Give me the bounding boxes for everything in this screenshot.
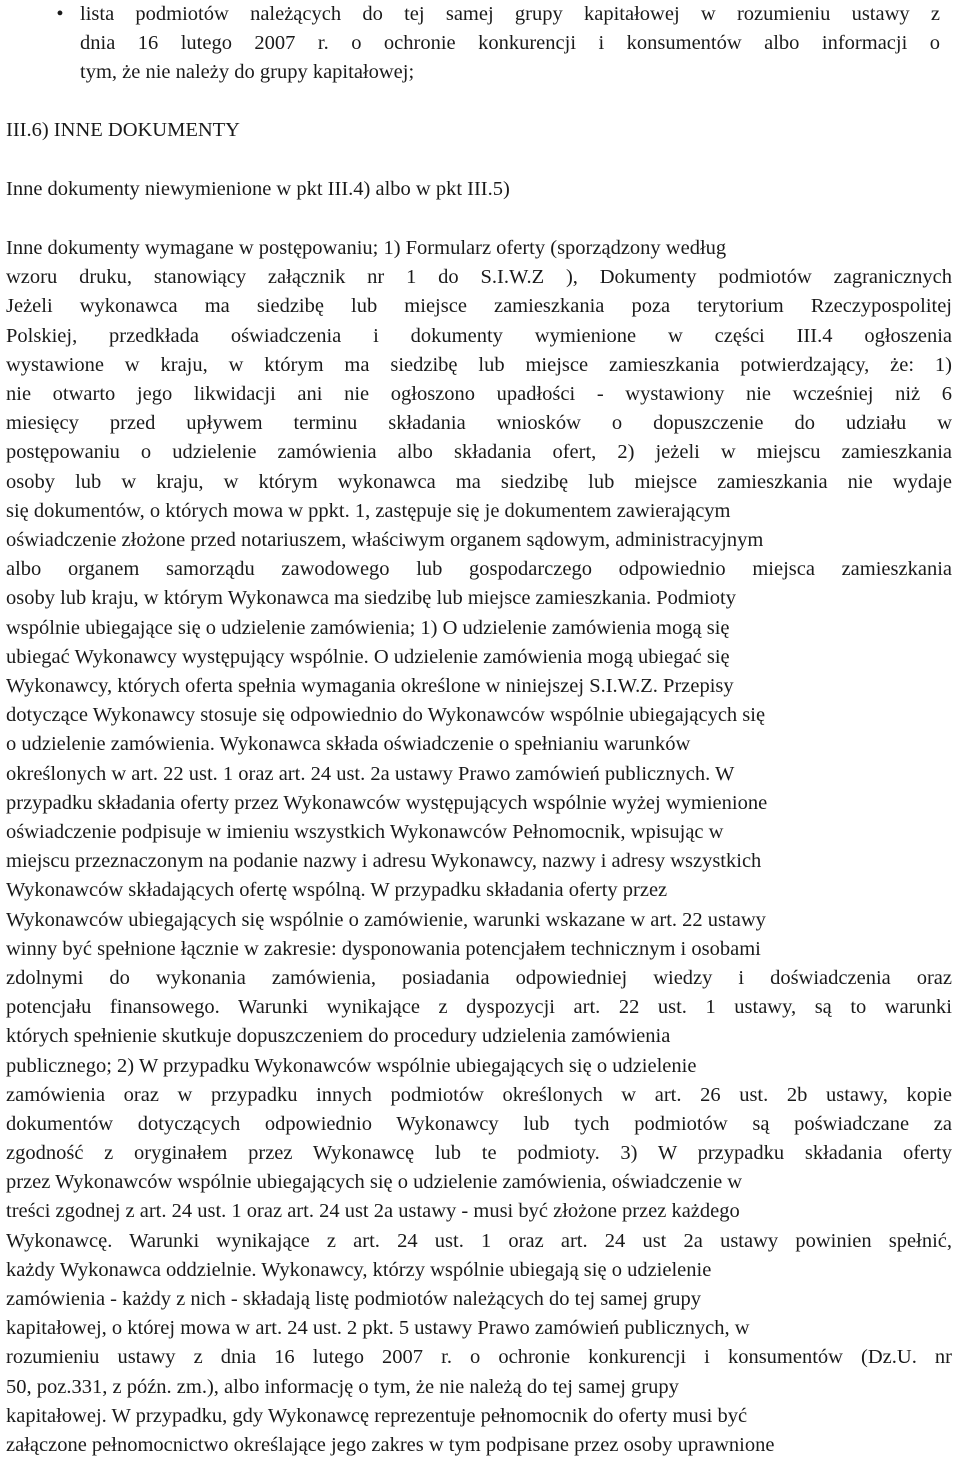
body-line: wzoru druku, stanowiący załącznik nr 1 do S.I.W.Z ), Dokumenty podmiotów zagranicznych (6, 266, 952, 289)
body-line: Wykonawców ubiegających się wspólnie o zamówienie, warunki wskazane w art. 22 ustawy (6, 908, 766, 931)
body-line: przez Wykonawców wspólnie ubiegających się o udzielenie zamówienia, oświadczenie w (6, 1171, 743, 1194)
body-line: rozumieniu ustawy z dnia 16 lutego 2007 r. o ochronie konkurencji i konsumentów (Dz.U. nr (6, 1346, 952, 1369)
body-line: osoby lub kraju, w którym Wykonawca ma siedzibę lub miejsce zamieszkania. Podmioty (6, 587, 736, 610)
bullet-line: lista podmiotów należących do tej samej grupy kapitałowej w rozumieniu ustawy z (80, 3, 940, 25)
body-line: winny być spełnione łącznie w zakresie: dysponowania potencjałem technicznym i osobami (6, 937, 761, 960)
section-heading: III.6) INNE DOKUMENTY (6, 119, 240, 141)
body-line: kapitałowej, o której mowa w art. 24 ust. 2 pkt. 5 ustawy Prawo zamówień publicznych, w (6, 1317, 750, 1340)
body-paragraph (6, 234, 952, 1460)
bullet-line: dnia 16 lutego 2007 r. o ochronie konkurencji i konsumentów albo informacji o (80, 32, 940, 55)
body-line: o udzielenie zamówienia. Wykonawca składa oświadczenie o spełnianiu warunków (6, 733, 691, 756)
body-line: wystawione w kraju, w którym ma siedzibę lub miejsce zamieszkania potwierdzający, że: 1) (6, 353, 952, 376)
body-line: określonych w art. 22 ust. 1 oraz art. 24 ust. 2a ustawy Prawo zamówień publicznych. W (6, 762, 735, 785)
body-line: treści zgodnej z art. 24 ust. 1 oraz art. 24 ust 2a ustawy - musi być złożone przez każdego (6, 1200, 740, 1223)
body-line: zdolnymi do wykonania zamówienia, posiadania odpowiedniej wiedzy i doświadczenia oraz (6, 966, 952, 989)
body-line: oświadczenie podpisuje w imieniu wszystkich Wykonawców Pełnomocnik, wpisując w (6, 820, 724, 843)
body-line: wspólnie ubiegające się o udzielenie zamówienia; 1) O udzielenie zamówienia mogą się (6, 616, 730, 639)
body-line: Wykonawcę. Warunki wynikające z art. 24 ust. 1 oraz art. 24 ust 2a ustawy powinien spełnić, (6, 1229, 952, 1252)
body-line: Polskiej, przedkłada oświadczenia i dokumenty wymienione w części III.4 ogłoszenia (6, 324, 952, 347)
body-line: ubiegać Wykonawcy występujący wspólnie. O udzielenie zamówienia mogą ubiegać się (6, 645, 730, 668)
bullet-list-item (40, 0, 940, 88)
body-line: każdy Wykonawca oddzielnie. Wykonawcy, którzy wspólnie ubiegają się o udzielenie (6, 1258, 712, 1281)
bullet-text (80, 0, 940, 88)
other-documents-line: Inne dokumenty niewymienione w pkt III.4) albo w pkt III.5) (6, 178, 510, 200)
body-line: osoby lub w kraju, w którym wykonawca ma siedzibę lub miejsce zamieszkania nie wydaje (6, 470, 952, 493)
body-line: zgodność z oryginałem przez Wykonawcę lub te podmioty. 3) W przypadku składania oferty (6, 1142, 952, 1165)
bullet-line: tym, że nie należy do grupy kapitałowej; (80, 61, 415, 84)
body-line: Wykonawcy, których oferta spełnia wymagania określone w niniejszej S.I.W.Z. Przepisy (6, 674, 734, 697)
body-line: publicznego; 2) W przypadku Wykonawców wspólnie ubiegających się o udzielenie (6, 1054, 697, 1077)
body-line: przypadku składania oferty przez Wykonawców występujących wspólnie wyżej wymienione (6, 791, 768, 814)
body-line: albo organem samorządu zawodowego lub gospodarczego odpowiednio miejsca zamieszkania (6, 558, 952, 581)
body-line: załączone pełnomocnictwo określające jego zakres w tym podpisane przez osoby uprawnione (6, 1434, 775, 1457)
body-line: się dokumentów, o których mowa w ppkt. 1, zastępuje się je dokumentem zawierającym (6, 499, 731, 522)
body-line: których spełnienie skutkuje dopuszczeniem do procedury udzielenia zamówienia (6, 1025, 671, 1048)
body-line: Jeżeli wykonawca ma siedzibę lub miejsce zamieszkania poza terytorium Rzeczypospolitej (6, 295, 952, 318)
body-line: 50, poz.331, z późn. zm.), albo informację o tym, że nie należą do tej samej grupy (6, 1375, 679, 1398)
body-line: postępowaniu o udzielenie zamówienia albo składania ofert, 2) jeżeli w miejscu zamieszkania (6, 441, 952, 464)
body-line: kapitałowej. W przypadku, gdy Wykonawcę reprezentuje pełnomocnik do oferty musi być (6, 1404, 748, 1427)
body-line: Inne dokumenty wymagane w postępowaniu; 1) Formularz oferty (sporządzony według (6, 237, 727, 259)
body-line: nie otwarto jego likwidacji ani nie ogłoszono upadłości - wystawiony nie wcześniej niż 6 (6, 382, 952, 405)
body-line: dotyczące Wykonawcy stosuje się odpowiednio do Wykonawców wspólnie ubiegających się (6, 704, 766, 727)
body-line: dokumentów dotyczących odpowiednio Wykonawcy lub tych podmiotów są poświadczane za (6, 1112, 952, 1135)
body-line: Wykonawców składających ofertę wspólną. W przypadku składania oferty przez (6, 879, 668, 902)
body-line: potencjału finansowego. Warunki wynikające z dyspozycji art. 22 ust. 1 ustawy, są to warunki (6, 996, 952, 1019)
body-line: miejscu przeznaczonym na podanie nazwy i adresu Wykonawcy, nazwy i adresy wszystkich (6, 850, 762, 873)
body-line: miesięcy przed upływem terminu składania wniosków o dopuszczenie do udziału w (6, 412, 952, 435)
body-line: zamówienia oraz w przypadku innych podmiotów określonych w art. 26 ust. 2b ustawy, kopie (6, 1083, 952, 1106)
bullet-marker: • (56, 3, 64, 25)
body-line: oświadczenie złożone przed notariuszem, właściwym organem sądowym, administracyjnym (6, 528, 764, 551)
body-line: zamówienia - każdy z nich - składają listę podmiotów należących do tej samej grupy (6, 1288, 702, 1311)
